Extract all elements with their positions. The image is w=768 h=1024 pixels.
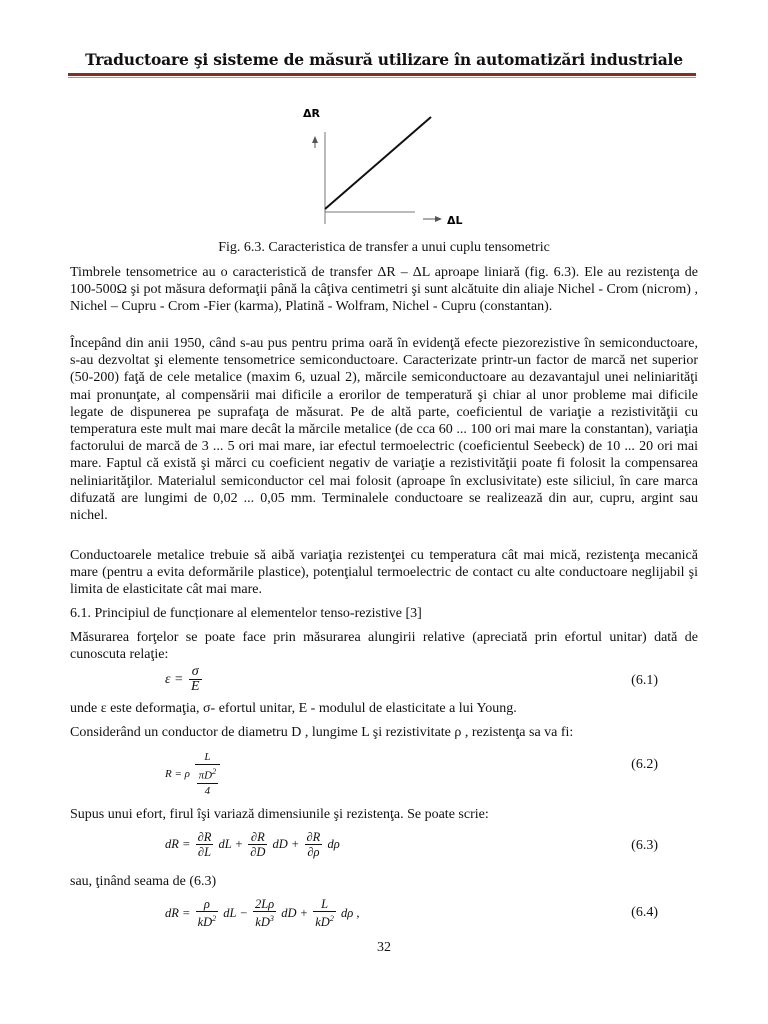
equation-6-2: R = ρ $\frac{L}{\frac{\pi D^2}{4}}$ (6.2) [165, 751, 658, 797]
paragraph-conductors: Conductoarele metalice trebuie să aibă variaţia rezistenţei cu temperatura cât mai mică, rezistenţa mecanică mare (pentru a evita deformările plastice), potenţialul termoelectric de contact cu alte conductoare neglijabil şi limita de elasticitate cât mai mare. [70, 548, 698, 598]
equation-number: (6.2) [631, 757, 658, 772]
paragraph-force-measurement: Măsurarea forţelor se poate face prin măsurarea alungirii relative (apreciată prin efortul unitar) dată de cunoscuta relaţie: [70, 630, 698, 663]
transfer-plot [295, 102, 485, 230]
paragraph-stress: Supus unui efort, firul îşi variază dimensiunile şi rezistenţa. Se poate scrie: [70, 807, 489, 822]
equation-number: (6.1) [631, 673, 658, 688]
x-arrow-icon [435, 216, 442, 222]
header-title: Traductoare şi sisteme de măsură utilizare în automatizări industriale [85, 50, 683, 69]
paragraph-semiconductor: Începând din anii 1950, când s-au pus pentru prima oară în evidenţă efecte piezorezistive în semiconductoare, s-au dezvoltat şi elemente tensometrice semiconductoare. Caracterizate printr-un factor de marcă net superior (50-200) faţă de cele metalice (maxim 6, uzual 2), mărcile semiconductoare au dezavantajul unei neliniarităţi mai pronunţate, al compensării mai dificile a erorilor de temperatură şi chiar al unor probleme mai dificile legate de dispunerea pe suprafaţa de măsurat. Pe de altă parte, coeficientul de variaţie a rezistivităţii cu temperatura este mult mai mare decât la mărcile metalice (de cca 60 ... 100 ori mai mare la constantan), variaţia factorului de marcă de 3 ... 5 ori mai mare, iar efectul termoelectric (coeficientul Seebeck) de 10 ... 20 ori mai mare. Faptul că există şi mărci cu coeficient negativ de variaţie a rezistivităţii poate fi folosit la compensarea neliniarităţilor. Materialul semiconductor cel mai folosit (aproape în exclusivitate) este siliciul, în care marca difuzată are lungimi de 0,02 ... 0,05 mm. Terminalele conductoare se realizează din aur, cupru, argint sau nichel. [70, 336, 698, 524]
header-rule [68, 73, 696, 76]
transfer-line [325, 117, 431, 209]
y-arrow-icon [312, 136, 318, 143]
paragraph-conductor: Considerând un conductor de diametru D , lungime L şi rezistivitate ρ , rezistenţa sa va fi: [70, 725, 574, 740]
transfer-characteristic-figure [295, 102, 485, 230]
equation-number: (6.4) [631, 905, 658, 920]
equation-number: (6.3) [631, 838, 658, 853]
equation-6-4: dR = $\frac{\rho}{kD^2}$ dL − $\frac{2L\rho}{kD^3}$ dD + $\frac{L}{kD^2}$ dρ , (6.4) [165, 897, 658, 930]
paragraph-definitions: unde ε este deformaţia, σ- efortul unitar, E - modulul de elasticitate a lui Young. [70, 701, 517, 716]
figure-caption: Fig. 6.3. Caracteristica de transfer a unui cuplu tensometric [218, 240, 550, 255]
equation-6-3: dR = $\frac{\partial R}{\partial L}$ dL + $\frac{\partial R}{\partial D}$ dD + $\frac{\partial R}{\partial\rho}$ dρ (6.3) [165, 830, 658, 859]
paragraph-strain-gauges: Timbrele tensometrice au o caracteristică de transfer ΔR – ΔL aproape liniară (fig. 6.3). Ele au rezistenţa de 100-500Ω şi pot măsura deformaţii până la câţiva centimetri şi sunt alcătuite din aliaje Nichel - Crom (nicrom) , Nichel – Cupru - Crom -Fier (karma), Platină - Wolfram, Nichel - Cupru (constantan). [70, 265, 698, 315]
page-number: 32 [377, 940, 391, 955]
paragraph-considering: sau, ţinând seama de (6.3) [70, 874, 217, 889]
section-heading: 6.1. Principiul de funcționare al elementelor tenso-rezistive [3] [70, 606, 422, 621]
equation-6-1: ε = $\frac{\sigma}{E}$ (6.1) [165, 664, 658, 694]
x-axis-label: ΔL [447, 214, 463, 227]
y-axis-label: ΔR [303, 107, 320, 120]
header-rule-thin [68, 77, 696, 78]
